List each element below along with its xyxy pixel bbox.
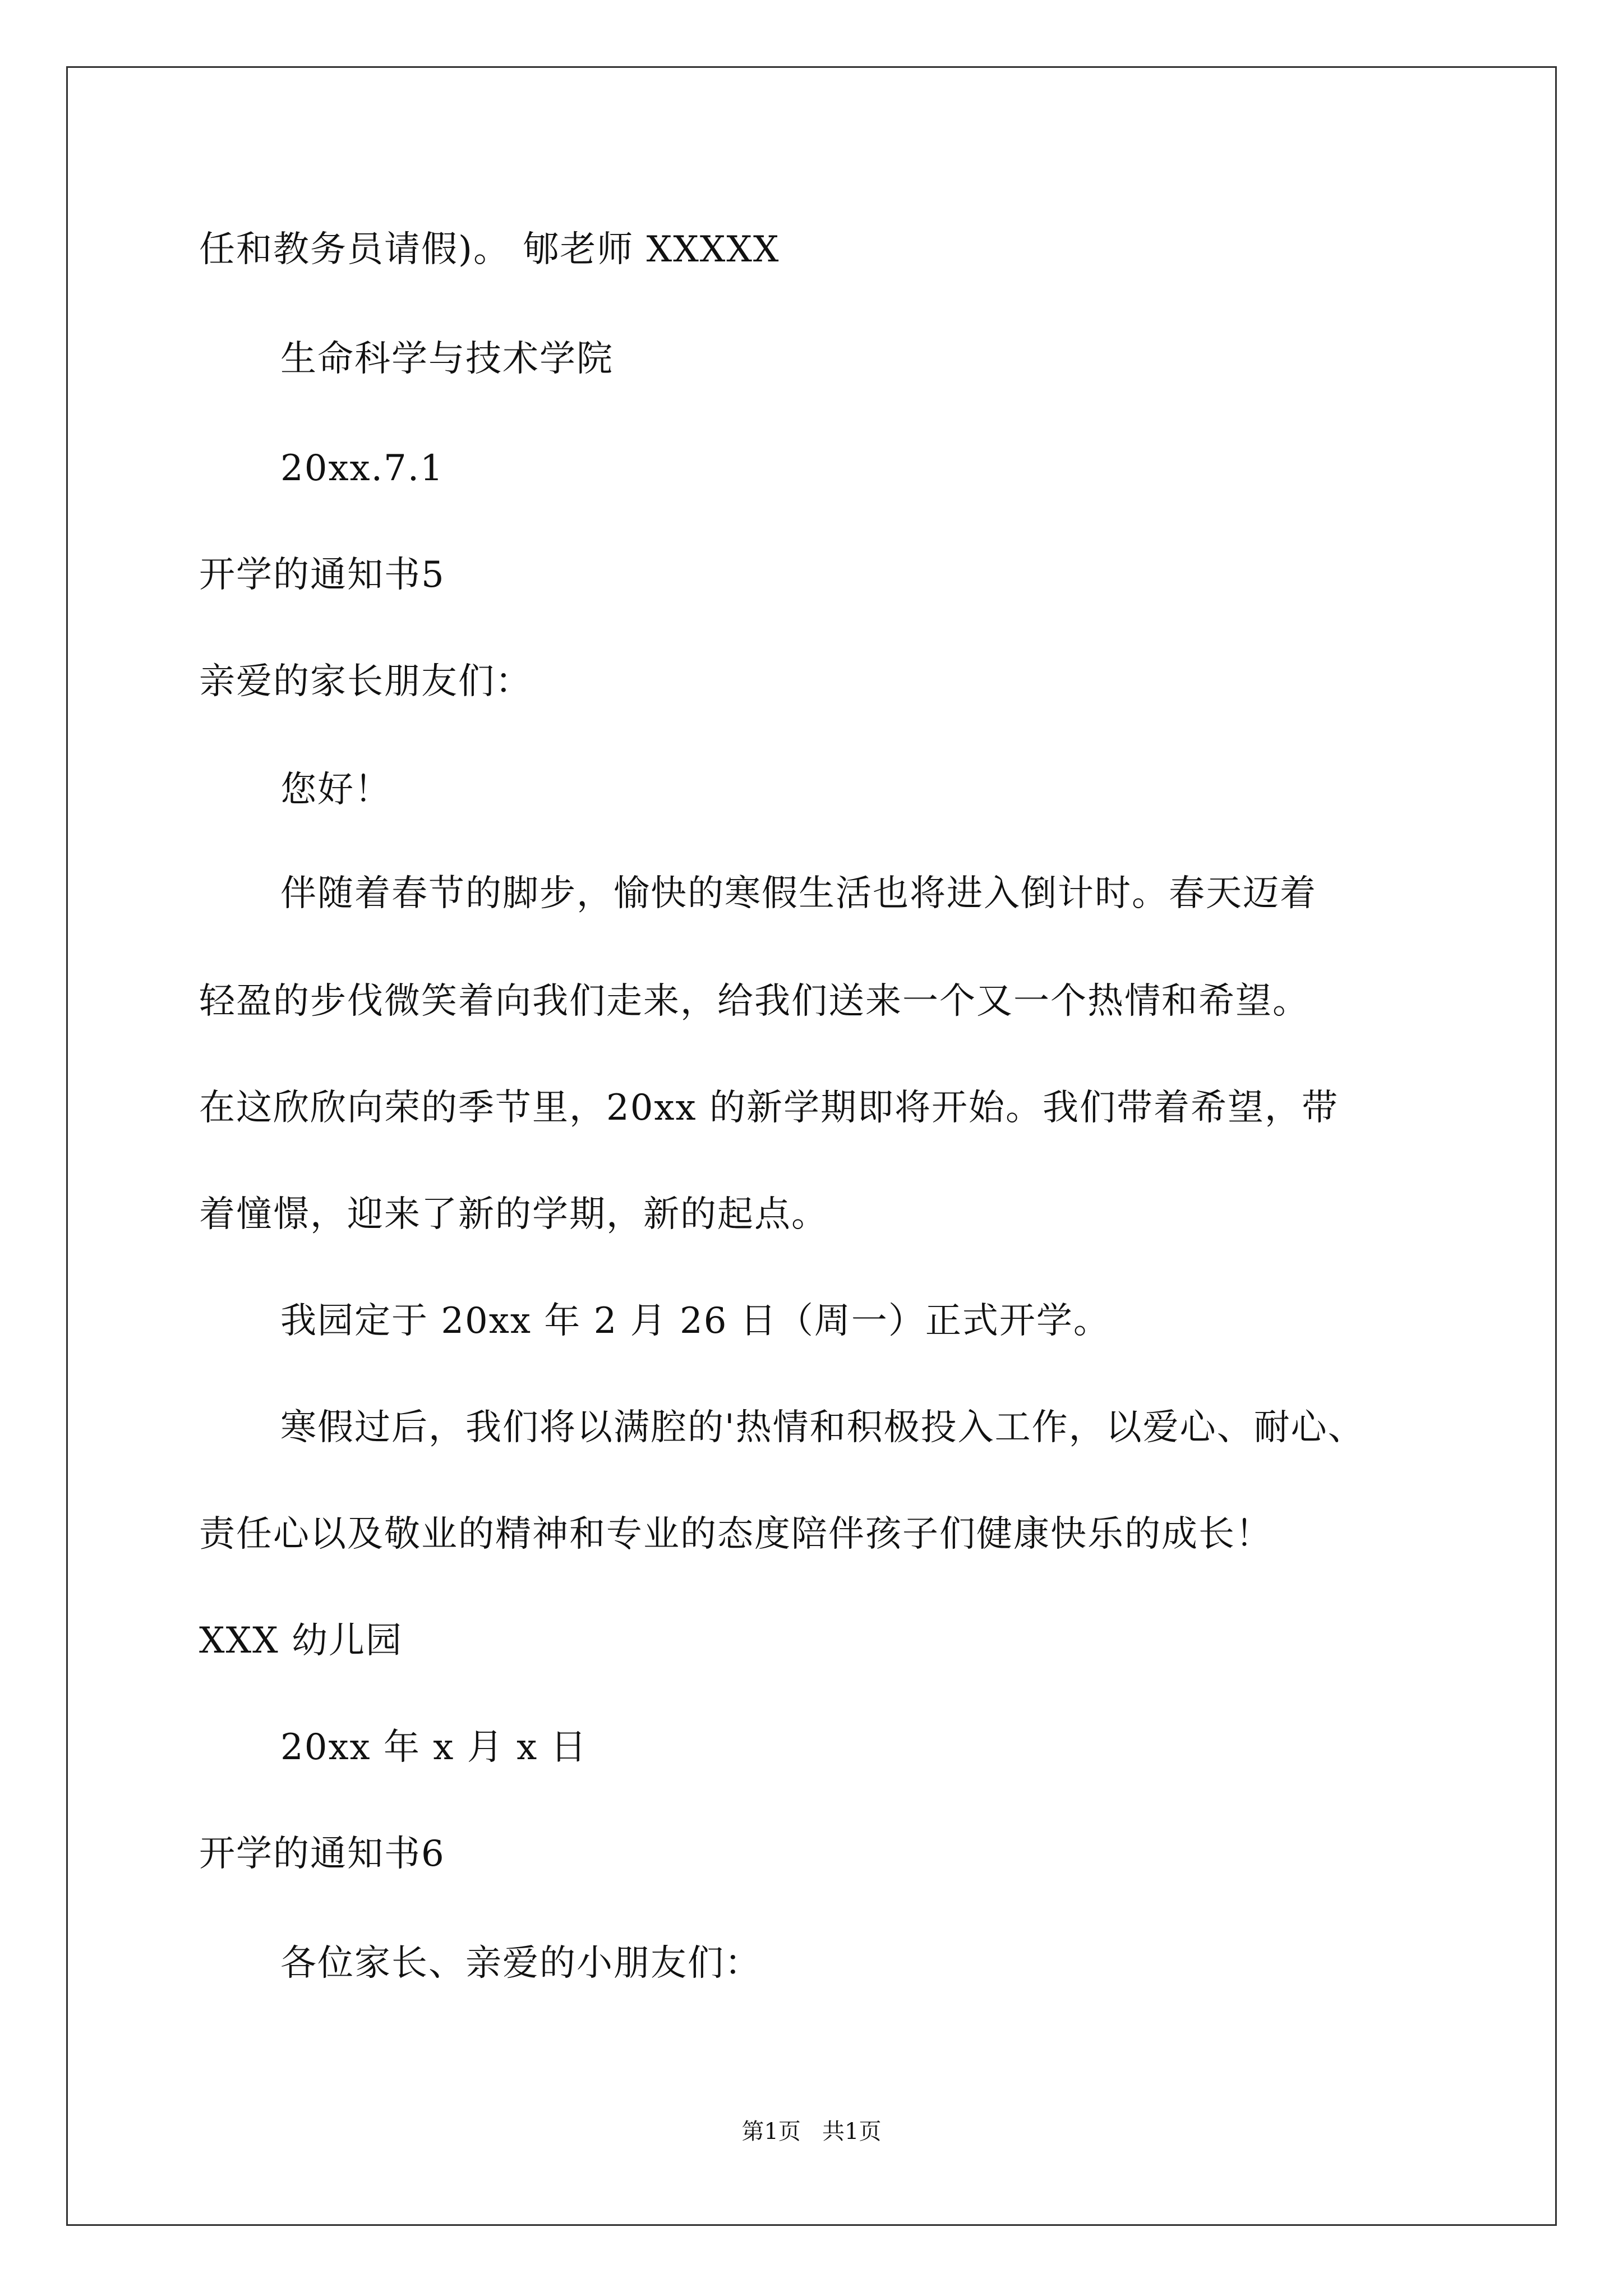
paragraph-line: 伴随着春节的脚步，愉快的寒假生活也将进入倒计时。春天迈着 [280, 873, 1317, 914]
page-footer: 第1页 共1页 [741, 2119, 882, 2145]
paragraph-line: 着憧憬，迎来了新的学期，新的起点。 [199, 1194, 828, 1235]
signature-kindergarten: XXX 幼儿园 [199, 1620, 403, 1662]
paragraph-line: 寒假过后，我们将以满腔的'热情和积极投入工作，以爱心、耐心、 [280, 1407, 1365, 1448]
section-heading-6: 开学的通知书6 [199, 1833, 445, 1875]
page-border [66, 66, 1557, 2226]
continuation-line: 任和教务员请假)。 郇老师 XXXXX [199, 229, 780, 270]
paragraph-line: 轻盈的步伐微笑着向我们走来，给我们送来一个又一个热情和希望。 [199, 981, 1310, 1022]
paragraph-line: 在这欣欣向荣的季节里，20xx 的新学期即将开始。我们带着希望，带 [199, 1087, 1339, 1129]
signature-date: 20xx 年 x 月 x 日 [280, 1727, 588, 1768]
paragraph-line: 我园定于 20xx 年 2 月 26 日（周一）正式开学。 [280, 1300, 1110, 1342]
signature-department: 生命科学与技术学院 [280, 338, 614, 380]
salutation: 各位家长、亲爱的小朋友们： [280, 1943, 762, 1984]
paragraph-line: 责任心以及敬业的精神和专业的态度陪伴孩子们健康快乐的成长！ [199, 1513, 1272, 1555]
signature-date: 20xx.7.1 [280, 448, 444, 489]
greeting: 您好！ [280, 769, 391, 811]
salutation: 亲爱的家长朋友们： [199, 661, 532, 702]
section-heading-5: 开学的通知书5 [199, 554, 445, 596]
